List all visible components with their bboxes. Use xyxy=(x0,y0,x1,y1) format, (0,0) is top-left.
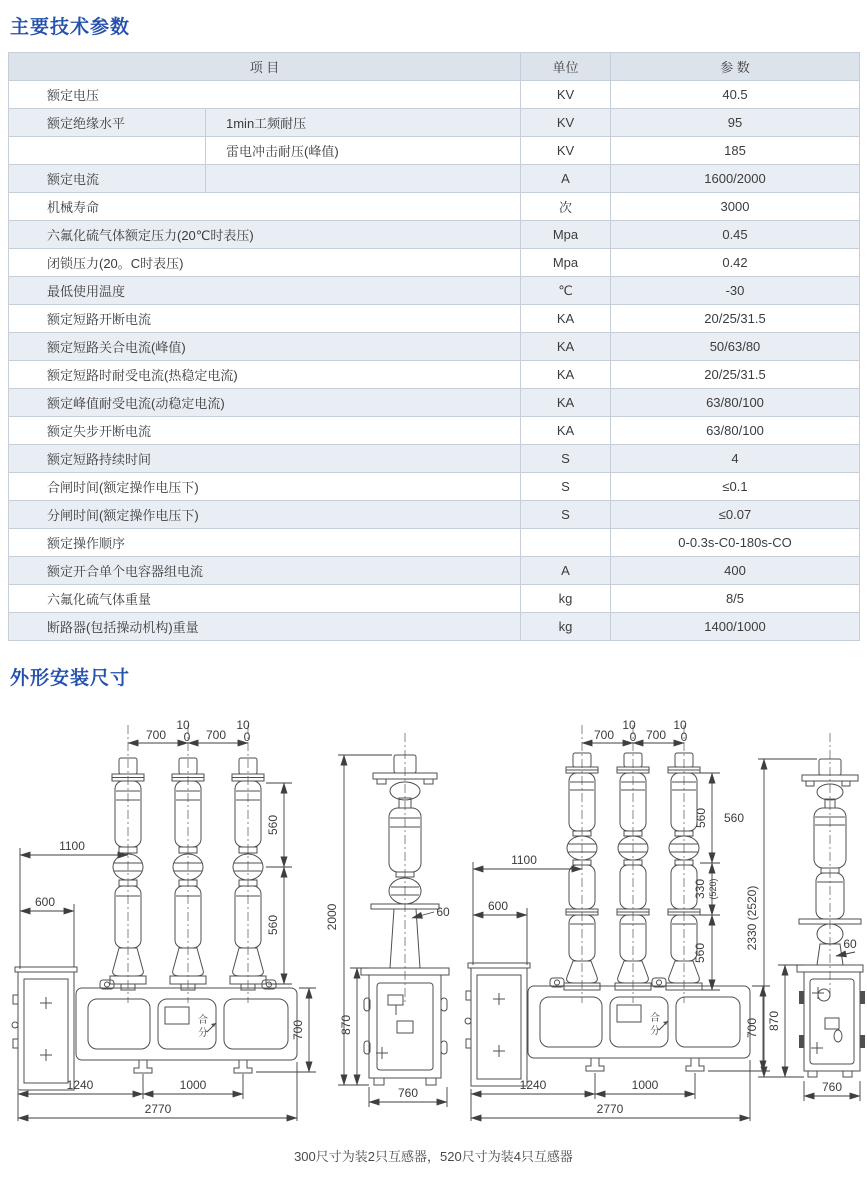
cell-param: -30 xyxy=(611,277,860,305)
section-title-dimensions: 外形安装尺寸 xyxy=(10,668,131,689)
dim-label: 760 xyxy=(397,1086,419,1100)
dim-label: 760 xyxy=(821,1080,843,1094)
dim-label: 2000 xyxy=(325,903,339,931)
cell-item: 最低使用温度 xyxy=(9,277,521,305)
cell-item: 额定绝缘水平 xyxy=(9,109,206,137)
cell-item: 额定短路关合电流(峰值) xyxy=(9,333,521,361)
breaker-tank xyxy=(528,978,750,1071)
cell-param: 1400/1000 xyxy=(611,613,860,641)
cell-param: 63/80/100 xyxy=(611,389,860,417)
cell-param: 20/25/31.5 xyxy=(611,305,860,333)
dim-label: 700 xyxy=(745,1017,759,1039)
cell-param: 0-0.3s-C0-180s-CO xyxy=(611,529,860,557)
cell-param: 3000 xyxy=(611,193,860,221)
cell-unit: KV xyxy=(521,109,611,137)
dim-label: 1240 xyxy=(519,1078,547,1092)
cell-unit: ℃ xyxy=(521,277,611,305)
cell-subitem: 1min工频耐压 xyxy=(206,109,521,137)
cell-unit: KA xyxy=(521,389,611,417)
cell-item: 额定短路持续时间 xyxy=(9,445,521,473)
dim-label: 0 xyxy=(243,730,251,744)
cell-item: 额定短路时耐受电流(热稳定电流) xyxy=(9,361,521,389)
cell-item: 六氟化硫气体额定压力(20℃时表压) xyxy=(9,221,521,249)
dim-label: 560 xyxy=(723,811,745,825)
cell-unit: KV xyxy=(521,137,611,165)
dim-label: 1100 xyxy=(511,853,537,867)
cell-param: 50/63/80 xyxy=(611,333,860,361)
drawing-caption: 300尺寸为装2只互感器，520尺寸为装4只互感器 xyxy=(294,1149,573,1164)
cell-unit: S xyxy=(521,473,611,501)
dimensions-front-1 xyxy=(18,718,316,1121)
cell-item: 机械寿命 xyxy=(9,193,521,221)
cell-unit: kg xyxy=(521,613,611,641)
table-row xyxy=(9,221,860,249)
table-row xyxy=(9,165,860,193)
table-header-row xyxy=(9,53,860,81)
cell-subitem: 雷电冲击耐压(峰值) xyxy=(206,137,521,165)
cell-unit: 次 xyxy=(521,193,611,221)
dim-label: 1240 xyxy=(66,1078,94,1092)
cell-param: 95 xyxy=(611,109,860,137)
table-row xyxy=(9,193,860,221)
dim-label: 330 xyxy=(693,878,707,900)
cell-unit: Mpa xyxy=(521,221,611,249)
dim-label: 0 xyxy=(680,730,688,744)
cell-param: 4 xyxy=(611,445,860,473)
dim-label: 700 xyxy=(291,1019,305,1041)
mechanism-cabinet-side xyxy=(797,965,865,1077)
panel-close-label: 合 xyxy=(198,1015,208,1026)
cell-param: 63/80/100 xyxy=(611,417,860,445)
dim-label: 10 xyxy=(622,718,636,732)
dimensions-side-1 xyxy=(325,755,450,1107)
dim-label: 1100 xyxy=(59,839,85,853)
dim-label: 0 xyxy=(183,730,191,744)
table-row xyxy=(9,417,860,445)
cell-item: 额定电压 xyxy=(9,81,521,109)
cell-param: 0.42 xyxy=(611,249,860,277)
dim-label: 700 xyxy=(145,728,167,742)
dim-label: 600 xyxy=(487,899,509,913)
table-row xyxy=(9,389,860,417)
table-row xyxy=(9,585,860,613)
dim-label: 10 xyxy=(673,718,687,732)
front-view-drawing-1 xyxy=(12,718,316,1121)
table-row xyxy=(9,305,860,333)
cell-unit: S xyxy=(521,501,611,529)
panel-open-label: 分 xyxy=(650,1026,660,1037)
cell-unit: KV xyxy=(521,81,611,109)
cell-param: 20/25/31.5 xyxy=(611,361,860,389)
dim-label: 700 xyxy=(645,728,667,742)
cell-item xyxy=(9,137,206,165)
dim-label: 10 xyxy=(176,718,190,732)
cell-param: 0.45 xyxy=(611,221,860,249)
table-row xyxy=(9,361,860,389)
control-cabinet xyxy=(465,963,530,1086)
cell-param: 400 xyxy=(611,557,860,585)
dim-label: (520) xyxy=(708,878,718,900)
cell-item: 额定峰值耐受电流(动稳定电流) xyxy=(9,389,521,417)
table-row xyxy=(9,557,860,585)
cell-unit: KA xyxy=(521,361,611,389)
cell-param: 185 xyxy=(611,137,860,165)
cell-unit: KA xyxy=(521,333,611,361)
cell-unit xyxy=(521,529,611,557)
cell-unit: KA xyxy=(521,417,611,445)
table-row xyxy=(9,501,860,529)
dim-label: 560 xyxy=(266,814,280,836)
table-row xyxy=(9,613,860,641)
table-row xyxy=(9,249,860,277)
dim-label: 2330 (2520) xyxy=(745,885,759,951)
cell-subitem xyxy=(206,165,521,193)
table-row xyxy=(9,333,860,361)
cell-item: 额定开合单个电容器组电流 xyxy=(9,557,521,585)
table-row xyxy=(9,81,860,109)
cell-unit: kg xyxy=(521,585,611,613)
cell-param: 8/5 xyxy=(611,585,860,613)
dim-label: 870 xyxy=(767,1010,781,1032)
header-param: 参 数 xyxy=(611,53,860,81)
table-row xyxy=(9,109,860,137)
dim-label: 560 xyxy=(694,807,708,829)
table-row xyxy=(9,473,860,501)
cell-item: 分闸时间(额定操作电压下) xyxy=(9,501,521,529)
side-view-drawing-1 xyxy=(325,733,450,1107)
cell-unit: Mpa xyxy=(521,249,611,277)
table-row xyxy=(9,445,860,473)
dim-label: 870 xyxy=(339,1014,353,1036)
cell-unit: KA xyxy=(521,305,611,333)
spec-table xyxy=(8,52,860,641)
dim-label: 1000 xyxy=(631,1078,659,1092)
header-unit: 单位 xyxy=(521,53,611,81)
cell-item: 闭锁压力(20。C时表压) xyxy=(9,249,521,277)
dim-label: 2770 xyxy=(144,1102,172,1116)
table-row xyxy=(9,137,860,165)
cell-param: 1600/2000 xyxy=(611,165,860,193)
cell-item: 额定短路开断电流 xyxy=(9,305,521,333)
cell-item: 六氟化硫气体重量 xyxy=(9,585,521,613)
dim-label: 0 xyxy=(629,730,637,744)
dim-label: 560 xyxy=(266,914,280,936)
cell-item: 额定电流 xyxy=(9,165,206,193)
dim-label: 60 xyxy=(843,937,857,951)
dimension-drawings xyxy=(0,703,867,1133)
cell-param: 40.5 xyxy=(611,81,860,109)
table-row xyxy=(9,277,860,305)
dim-label: 2770 xyxy=(596,1102,624,1116)
section-title-parameters: 主要技术参数 xyxy=(10,17,131,38)
cell-item: 合闸时间(额定操作电压下) xyxy=(9,473,521,501)
cell-item: 断路器(包括操动机构)重量 xyxy=(9,613,521,641)
cell-item: 额定操作顺序 xyxy=(9,529,521,557)
cell-param: ≤0.07 xyxy=(611,501,860,529)
dim-label: 1000 xyxy=(179,1078,207,1092)
cell-unit: A xyxy=(521,557,611,585)
table-row xyxy=(9,529,860,557)
dim-label: 700 xyxy=(205,728,227,742)
dim-label: 600 xyxy=(34,895,56,909)
panel-close-label: 合 xyxy=(650,1013,660,1024)
cell-item: 额定失步开断电流 xyxy=(9,417,521,445)
cell-unit: S xyxy=(521,445,611,473)
control-cabinet xyxy=(12,967,77,1090)
breaker-tank xyxy=(76,980,297,1073)
dim-label: 60 xyxy=(436,905,450,919)
cell-param: ≤0.1 xyxy=(611,473,860,501)
header-item: 项 目 xyxy=(9,53,521,81)
dim-label: 560 xyxy=(693,942,707,964)
dim-label: 10 xyxy=(236,718,250,732)
cell-unit: A xyxy=(521,165,611,193)
mechanism-cabinet-side xyxy=(361,968,449,1085)
front-view-drawing-2 xyxy=(465,718,770,1121)
panel-open-label: 分 xyxy=(198,1028,208,1039)
dim-label: 700 xyxy=(593,728,615,742)
